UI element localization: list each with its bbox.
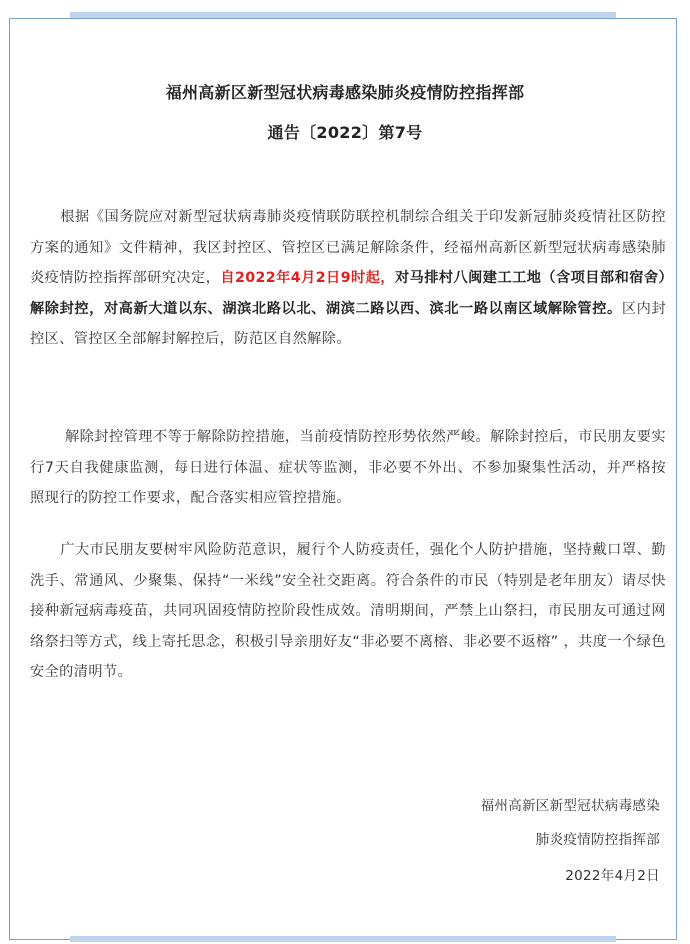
paragraph-3-text: 广大市民朋友要树牢风险防范意识，履行个人防疫责任，强化个人防护措施，坚持戴口罩、勤洗手、常通风、少聚集、保持“一米线”安全社交距离。符合条件的市民（特别是老年朋友）请尽快接种新冠病毒疫苗，共同巩固疫情防控阶段性成效。清明期间，严禁上山祭扫，市民朋友可通过网络祭扫等方式，线上寄托思念，积极引导亲朋好友“非必要不离榕、非必要不返榕” ，共度一个绿色安全的清明节。 [30, 542, 666, 680]
paragraph-3 [30, 535, 666, 688]
lifted-areas-text: 对马排村八闽建工工地（含项目部和宿舍）解除封控，对高新大道以东、湖滨北路以北、湖滨二路以西、滨北一路以南区域解除管控。 [30, 270, 666, 317]
signature-line-2: 肺炎疫情防控指挥部 [535, 832, 660, 848]
paragraph-1 [30, 202, 666, 355]
effective-date-highlight: 自2022年4月2日9时起， [220, 270, 395, 286]
bottom-decoration-bar [70, 936, 616, 942]
org-title: 福州高新区新型冠状病毒感染肺炎疫情防控指挥部 [165, 83, 525, 102]
paragraph-1-text-a: 根据《国务院应对新型冠状病毒肺炎疫情联防联控机制综合组关于印发新冠肺炎疫情社区防控方案的通知》文件精神，我区封控区、管控区已满足解除条件，经福州高新区新型冠状病毒感染肺炎疫情防控指挥部研究决定， [30, 209, 666, 286]
paragraph-2-text: 解除封控管理不等于解除防控措施，当前疫情防控形势依然严峻。解除封控后，市民朋友要实行7天自我健康监测，每日进行体温、症状等监测，非必要不外出、不参加聚集性活动，并严格按照现行的防控工作要求，配合落实相应管控措施。 [30, 429, 666, 506]
signature-date: 2022年4月2日 [565, 868, 660, 884]
paragraph-1-text-b: 区内封控区、管控区全部解封解控后，防范区自然解除。 [30, 300, 666, 347]
signature-line-1: 福州高新区新型冠状病毒感染 [480, 798, 660, 814]
doc-number: 通告〔2022〕第7号 [267, 123, 423, 142]
paragraph-2 [30, 422, 666, 514]
